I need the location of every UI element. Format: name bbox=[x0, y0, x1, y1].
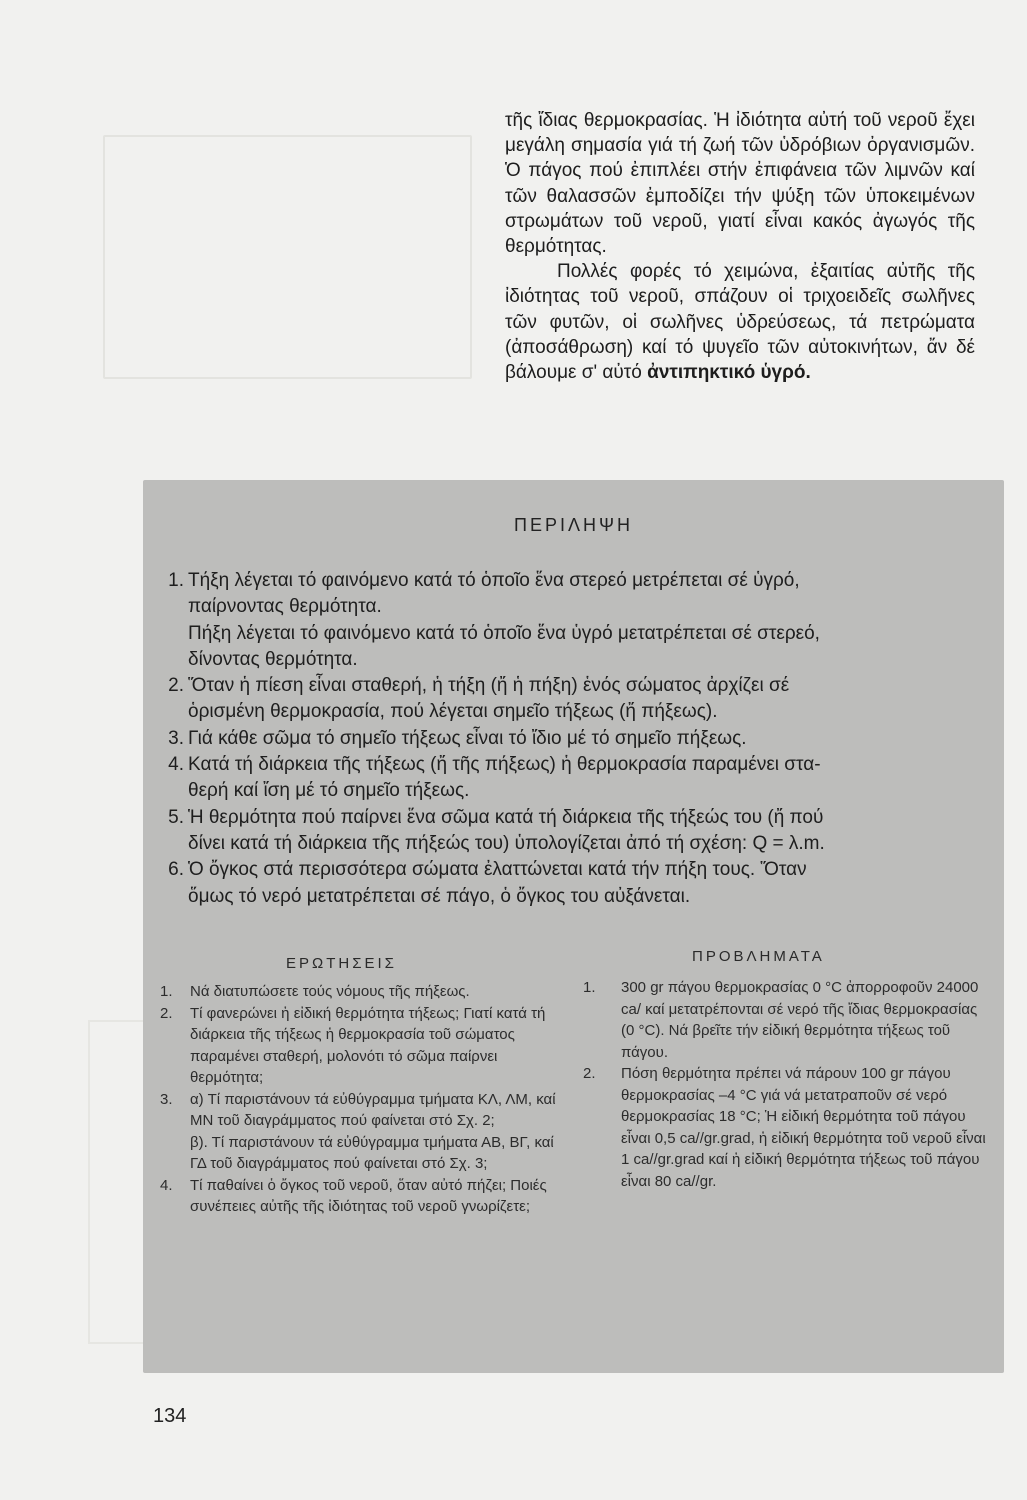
summary-item bbox=[158, 805, 988, 858]
problems-title: ΠΡΟΒΛΗΜΑΤΑ bbox=[692, 948, 825, 965]
summary-title: ΠΕΡΙΛΗΨΗ bbox=[513, 515, 634, 535]
summary-item-line: Γιά κάθε σῶμα τό σημεῖο τήξεως εἶναι τό ἴδιο μέ τό σημεῖο πήξεως. bbox=[188, 727, 747, 749]
question-text: Τί φανερώνει ἡ εἰδική θερμότητα τήξεως; Γιατί κατά τή διάρκεια τῆς τήξεως ἡ θερμοκρασία τοῦ σώματος παραμένει σταθερή, μολονότι τό σῶμα παίρνει θερμότητα; bbox=[190, 1004, 546, 1086]
question-text: Τί παθαίνει ὁ ὄγκος τοῦ νεροῦ, ὅταν αὐτό πήζει; Ποιές συνέπειες αὐτῆς τῆς ἰδιότητας τοῦ νεροῦ γνωρίζετε; bbox=[190, 1176, 547, 1215]
problems-list bbox=[583, 977, 988, 1192]
question-number: 1. bbox=[160, 983, 173, 1000]
question-item bbox=[160, 1089, 570, 1175]
page-number: 134 bbox=[153, 1405, 187, 1427]
summary-item-line: Πήξη λέγεται τό φαινόμενο κατά τό ὁποῖο ἕνα ὑγρό μετατρέπεται σέ στερεό, bbox=[188, 622, 820, 644]
summary-item-line: Ὁ ὄγκος στά περισσότερα σώματα ἐλαττώνεται κατά τήν πήξη τους. Ὅταν bbox=[188, 859, 807, 881]
summary-item-number: 4. bbox=[168, 754, 184, 776]
summary-item-line: δίνοντας θερμότητα. bbox=[188, 648, 358, 670]
question-number: 3. bbox=[160, 1090, 173, 1108]
question-number: 4. bbox=[160, 1176, 173, 1194]
summary-item bbox=[158, 752, 988, 805]
intro-paragraph-2-bold: ἀντιπηκτικό ὑγρό. bbox=[647, 362, 811, 384]
summary-item bbox=[158, 568, 988, 673]
problem-number: 1. bbox=[583, 979, 596, 996]
summary-item-line: δίνει κατά τή διάρκεια τῆς πήξεώς του) ὑπολογίζεται ἀπό τή σχέση: Q = λ.m. bbox=[188, 832, 825, 854]
summary-item-line: ὁρισμένη θερμοκρασία, πού λέγεται σημεῖο τήξεως (ἤ πήξεως). bbox=[188, 701, 718, 723]
question-text: α) Τί παριστάνουν τά εὐθύγραμμα τμήματα ΚΛ, ΛΜ, καί ΜΝ τοῦ διαγράμματος πού φαίνεται στό Σχ. 2; bbox=[190, 1090, 556, 1129]
problem-item bbox=[583, 977, 988, 1063]
question-item bbox=[160, 981, 570, 1003]
question-subpart: β). Τί παριστάνουν τά εὐθύγραμμα τμήματα ΑΒ, ΒΓ, καί ΓΔ τοῦ διαγράμματος πού φαίνεται στό Σχ. 3; bbox=[190, 1133, 554, 1172]
summary-item-line: θερή καί ἴση μέ τό σημεῖο τήξεως. bbox=[188, 780, 470, 802]
problem-text: 300 gr πάγου θερμοκρασίας 0 °C ἀπορροφοῦν 24000 ca/ καί μετατρέπονται σέ νερό τῆς ἴδιας θερμοκρασίας (0 °C). Νά βρεῖτε τήν εἰδική θερμότητα τήξεως τοῦ πάγου. bbox=[621, 979, 979, 1061]
summary-item-number: 1. bbox=[168, 570, 184, 591]
summary-item-line: Τήξη λέγεται τό φαινόμενο κατά τό ὁποῖο ἕνα στερεό μετρέπεται σέ ὑγρό, bbox=[188, 570, 800, 591]
questions-title: ΕΡΩΤΗΣΕΙΣ bbox=[286, 955, 397, 972]
summary-item bbox=[158, 726, 988, 752]
bleed-through-table bbox=[103, 135, 472, 379]
intro-paragraph-2-text: Πολλές φορές τό χειμώνα, ἐξαιτίας αὐτῆς τῆς ἰδιότητας τοῦ νεροῦ, σπάζουν οἱ τριχοειδεῖς σωλῆνες τῶν φυτῶν, οἱ σωλῆνες ὑδρεύσεως, τά πετρώματα (ἀποσάθρωση) καί τό ψυγεῖο τῶν αὐτοκινήτων, ἄν δέ βάλουμε σ' αὐτό bbox=[505, 261, 975, 384]
intro-paragraph-2 bbox=[505, 259, 975, 385]
problem-text: Πόση θερμότητα πρέπει νά πάρουν 100 gr πάγου θερμοκρασίας –4 °C γιά νά μετατραποῦν σέ νερό θερμοκρασίας 18 °C; Ἡ εἰδική θερμότητα τοῦ πάγου εἶναι 0,5 ca//gr.grad, ἡ εἰδική θερμότητα τοῦ νεροῦ εἶναι 1 ca//gr.grad καί ἡ εἰδική θερμότητα τήξεως τοῦ πάγου εἶναι 80 ca//gr. bbox=[621, 1065, 986, 1190]
summary-item-line: ὅμως τό νερό μετατρέπεται σέ πάγο, ὁ ὄγκος του αὐξάνεται. bbox=[188, 885, 691, 907]
question-item bbox=[160, 1003, 570, 1089]
summary-item-line: παίρνοντας θερμότητα. bbox=[188, 596, 382, 618]
problem-item bbox=[583, 1063, 988, 1192]
summary-item-number: 6. bbox=[168, 859, 184, 881]
summary-item-line: Κατά τή διάρκεια τῆς τήξεως (ἤ τῆς πήξεως) ἡ θερμοκρασία παραμένει στα- bbox=[188, 754, 821, 776]
summary-item-line: Ὅταν ἡ πίεση εἶναι σταθερή, ἡ τήξη (ἤ ἡ πήξη) ἑνός σώματος ἀρχίζει σέ bbox=[188, 675, 790, 697]
problem-number: 2. bbox=[583, 1065, 596, 1082]
question-item bbox=[160, 1175, 570, 1218]
summary-item-number: 3. bbox=[168, 727, 184, 749]
question-text: Νά διατυπώσετε τούς νόμους τῆς πήξεως. bbox=[190, 983, 470, 1000]
intro-text bbox=[505, 108, 975, 385]
summary-item-number: 5. bbox=[168, 806, 184, 828]
summary-item-number: 2. bbox=[168, 675, 184, 697]
summary-list bbox=[158, 568, 988, 910]
summary-item-line: Ἡ θερμότητα πού παίρνει ἕνα σῶμα κατά τή διάρκεια τῆς τήξεώς του (ἤ πού bbox=[188, 806, 824, 828]
question-number: 2. bbox=[160, 1004, 173, 1022]
intro-paragraph-1: τῆς ἴδιας θερμοκρασίας. Ἡ ἰδιότητα αὐτή τοῦ νεροῦ ἔχει μεγάλη σημασία γιά τή ζωή τῶν ὑδρόβιων ὀργανισμῶν. Ὁ πάγος πού ἐπιπλέει στήν ἐπιφάνεια τῶν λιμνῶν καί τῶν θαλασσῶν ἐμποδίζει τήν ψύξη τῶν ὑποκειμένων στρωμάτων τοῦ νεροῦ, γιατί εἶναι κακός ἀγωγός τῆς θερμότητας. bbox=[505, 110, 975, 258]
summary-item bbox=[158, 673, 988, 726]
summary-item bbox=[158, 857, 988, 910]
questions-list bbox=[160, 981, 570, 1218]
